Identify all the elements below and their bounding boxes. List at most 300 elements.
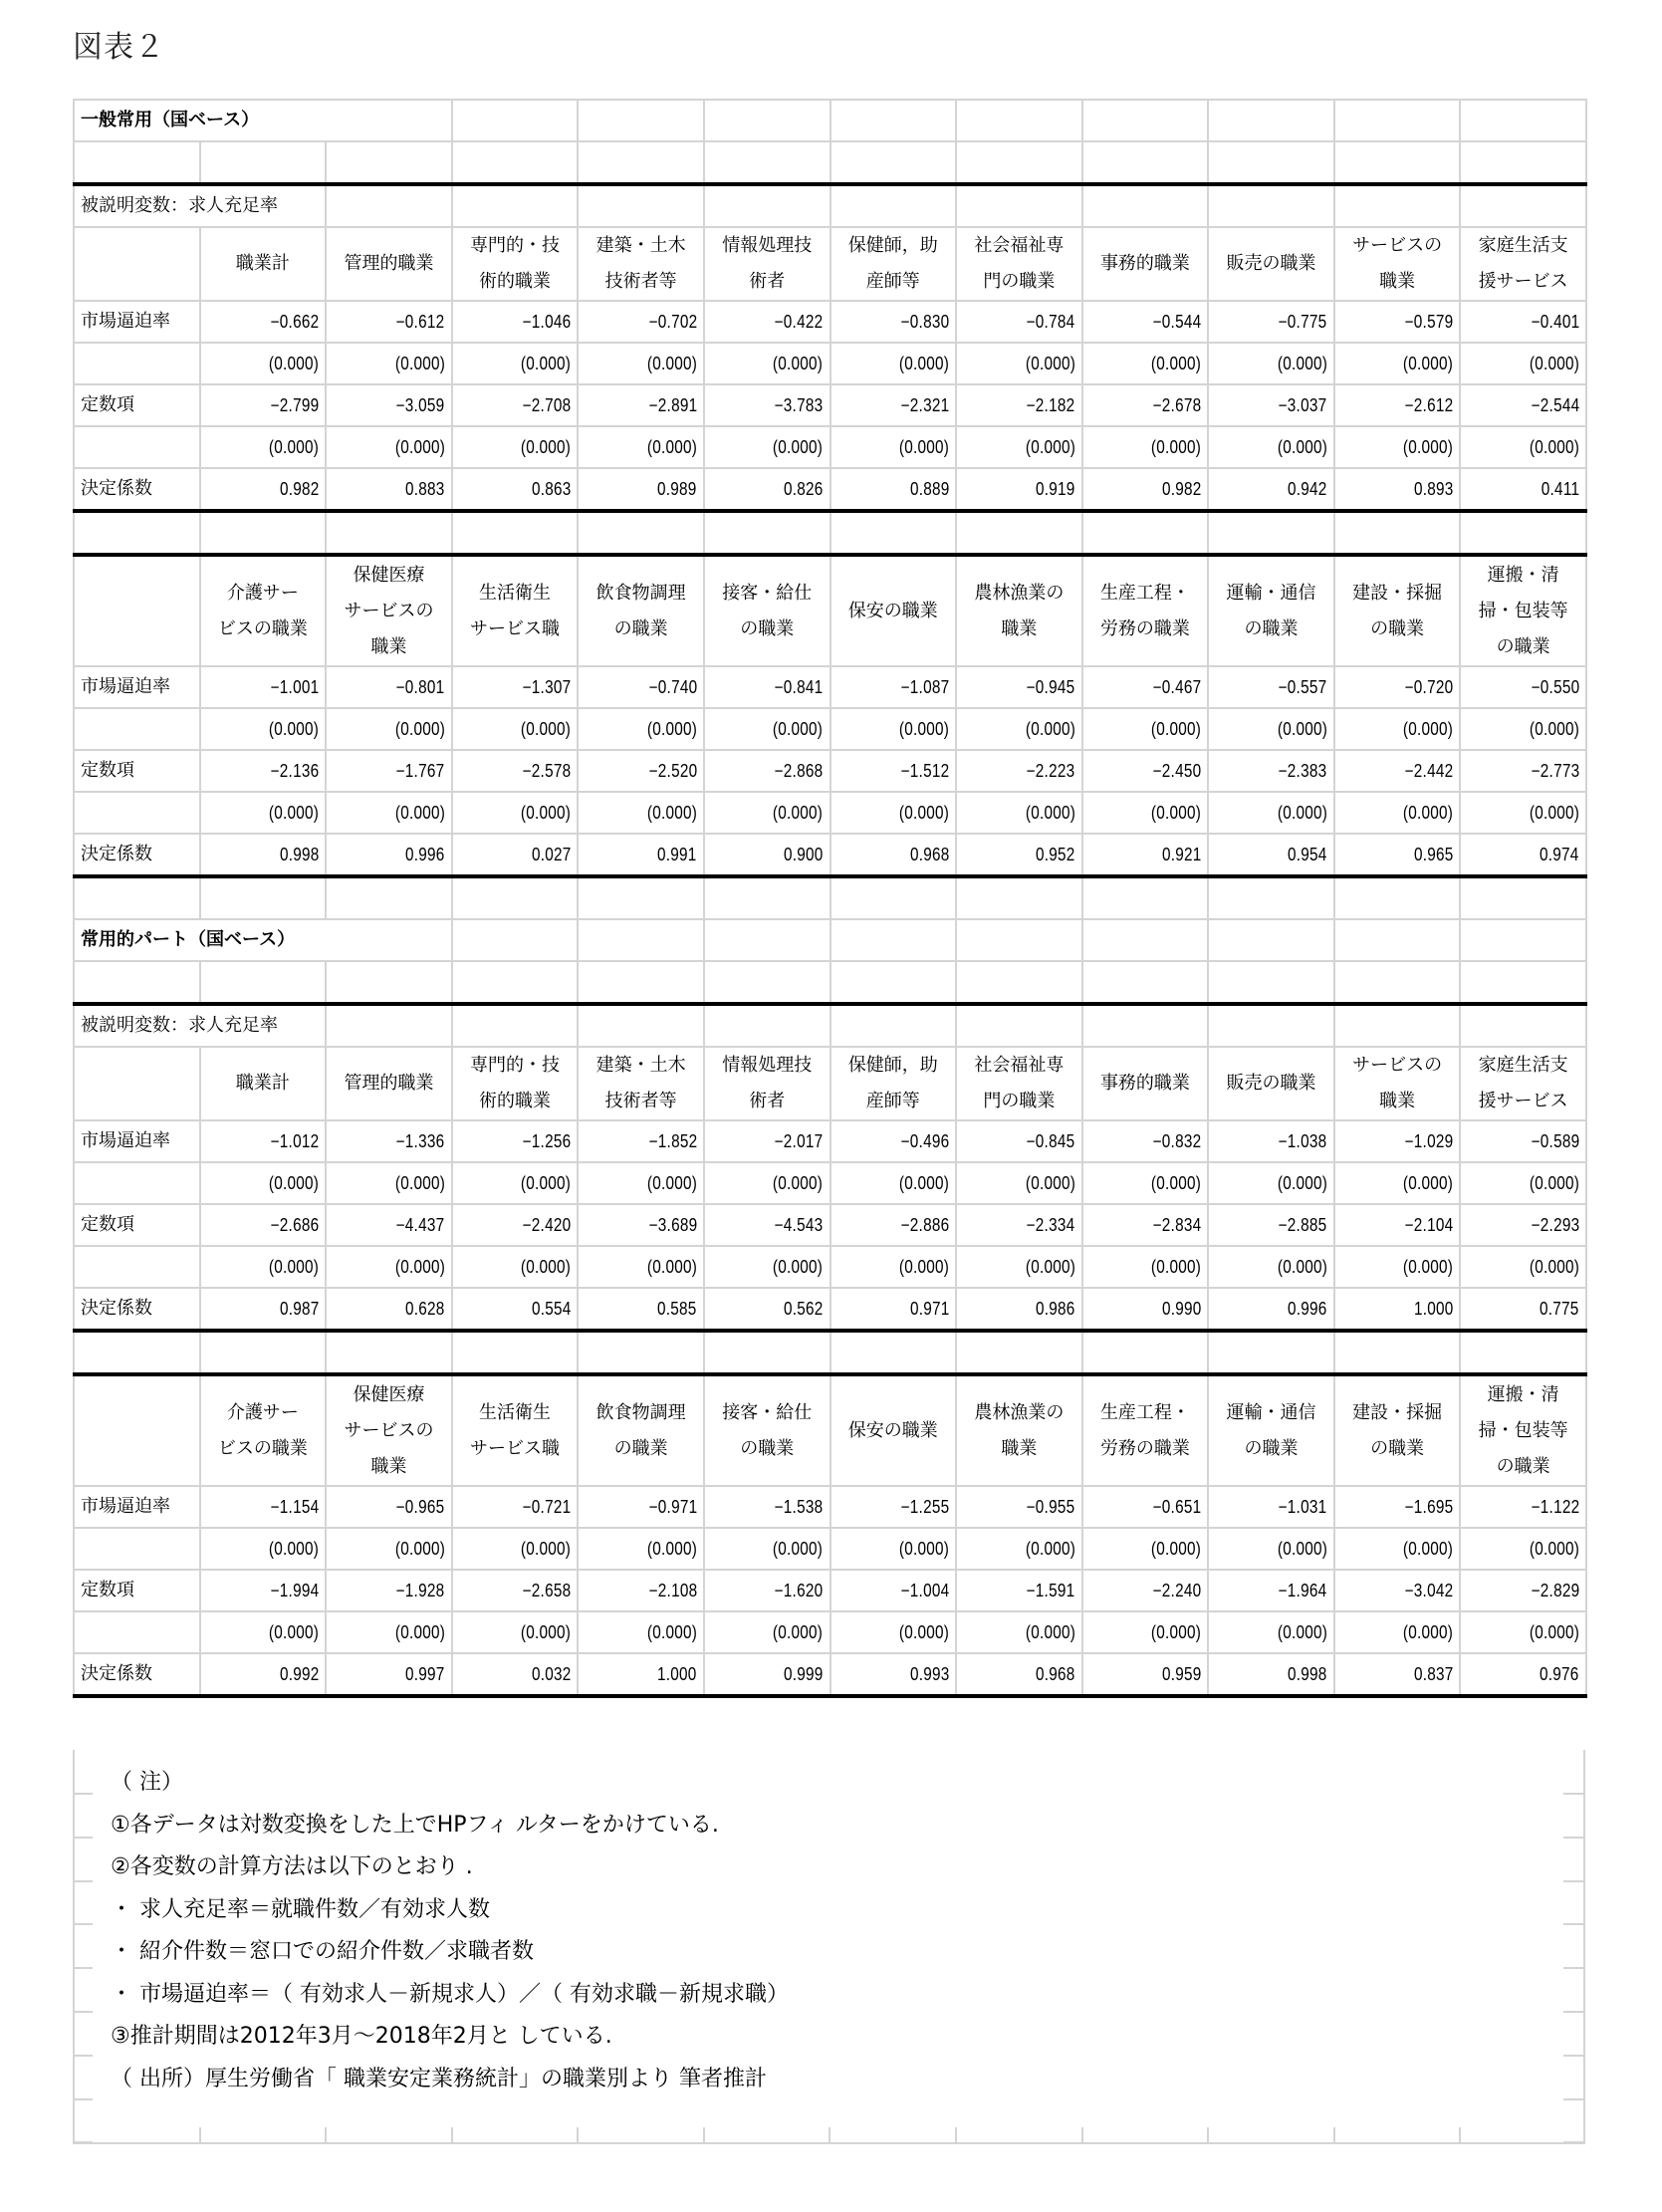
value-cell[interactable] — [1334, 426, 1461, 468]
empty-cell[interactable] — [578, 961, 704, 1004]
value-cell[interactable] — [452, 301, 579, 343]
column-header[interactable] — [452, 1047, 579, 1120]
value-cell[interactable] — [704, 1611, 831, 1653]
value-cell[interactable] — [326, 708, 452, 750]
empty-cell[interactable] — [74, 426, 200, 468]
empty-cell[interactable] — [200, 1331, 327, 1374]
empty-cell[interactable] — [74, 1331, 200, 1374]
value-cell[interactable] — [1208, 301, 1334, 343]
empty-cell[interactable] — [1460, 876, 1586, 919]
value-cell[interactable] — [1082, 1528, 1209, 1570]
empty-cell[interactable] — [1334, 961, 1461, 1004]
empty-cell[interactable] — [452, 511, 579, 555]
empty-cell[interactable] — [956, 876, 1082, 919]
value-cell[interactable] — [1208, 1486, 1334, 1528]
value-cell[interactable] — [1334, 1204, 1461, 1246]
value-cell[interactable] — [452, 1611, 579, 1653]
value-cell[interactable] — [704, 834, 831, 876]
empty-cell[interactable] — [831, 1331, 957, 1374]
column-header[interactable] — [831, 1374, 957, 1486]
value-cell[interactable] — [1334, 468, 1461, 511]
empty-cell[interactable] — [704, 184, 831, 227]
value-cell[interactable] — [1460, 1528, 1586, 1570]
value-cell[interactable] — [956, 1288, 1082, 1331]
empty-cell[interactable] — [200, 961, 327, 1004]
value-cell[interactable] — [578, 750, 704, 792]
empty-cell[interactable] — [1082, 100, 1209, 141]
empty-cell[interactable] — [578, 141, 704, 184]
column-header[interactable] — [1460, 227, 1586, 301]
empty-cell[interactable] — [831, 919, 957, 961]
empty-cell[interactable] — [74, 792, 200, 834]
value-cell[interactable] — [1082, 1570, 1209, 1611]
value-cell[interactable] — [831, 301, 957, 343]
value-cell[interactable] — [831, 1288, 957, 1331]
value-cell[interactable] — [1208, 426, 1334, 468]
value-cell[interactable] — [831, 666, 957, 708]
value-cell[interactable] — [326, 834, 452, 876]
value-cell[interactable] — [578, 1611, 704, 1653]
value-cell[interactable] — [1082, 1246, 1209, 1288]
value-cell[interactable] — [200, 792, 327, 834]
column-header[interactable] — [1334, 1047, 1461, 1120]
value-cell[interactable] — [578, 1162, 704, 1204]
column-header[interactable] — [200, 227, 327, 301]
value-cell[interactable] — [831, 1162, 957, 1204]
value-cell[interactable] — [452, 1246, 579, 1288]
empty-cell[interactable] — [1208, 511, 1334, 555]
value-cell[interactable] — [452, 834, 579, 876]
empty-cell[interactable] — [831, 876, 957, 919]
empty-cell[interactable] — [74, 1611, 200, 1653]
column-header[interactable] — [326, 1374, 452, 1486]
value-cell[interactable] — [452, 1486, 579, 1528]
value-cell[interactable] — [956, 468, 1082, 511]
value-cell[interactable] — [956, 1486, 1082, 1528]
value-cell[interactable] — [1334, 1528, 1461, 1570]
value-cell[interactable] — [1208, 1611, 1334, 1653]
value-cell[interactable] — [578, 1528, 704, 1570]
value-cell[interactable] — [578, 1246, 704, 1288]
value-cell[interactable] — [326, 1162, 452, 1204]
empty-cell[interactable] — [74, 555, 200, 666]
column-header[interactable] — [200, 1374, 327, 1486]
row-label[interactable]: 決定係数 — [74, 468, 200, 511]
empty-cell[interactable] — [578, 876, 704, 919]
value-cell[interactable] — [704, 1246, 831, 1288]
column-header[interactable] — [452, 1374, 579, 1486]
empty-cell[interactable] — [1082, 919, 1209, 961]
value-cell[interactable] — [200, 666, 327, 708]
value-cell[interactable] — [1460, 1570, 1586, 1611]
empty-cell[interactable] — [956, 511, 1082, 555]
value-cell[interactable] — [704, 1570, 831, 1611]
value-cell[interactable] — [956, 1162, 1082, 1204]
empty-cell[interactable] — [74, 876, 200, 919]
empty-cell[interactable] — [74, 1374, 200, 1486]
value-cell[interactable] — [1082, 666, 1209, 708]
column-header[interactable] — [704, 1374, 831, 1486]
row-label[interactable]: 市場逼迫率 — [74, 301, 200, 343]
empty-cell[interactable] — [578, 511, 704, 555]
value-cell[interactable] — [831, 1611, 957, 1653]
value-cell[interactable] — [831, 1570, 957, 1611]
empty-cell[interactable] — [1334, 100, 1461, 141]
empty-cell[interactable] — [704, 919, 831, 961]
column-header[interactable] — [1208, 1047, 1334, 1120]
value-cell[interactable] — [326, 750, 452, 792]
value-cell[interactable] — [578, 1653, 704, 1696]
value-cell[interactable] — [831, 1653, 957, 1696]
value-cell[interactable] — [956, 1204, 1082, 1246]
column-header[interactable] — [1460, 555, 1586, 666]
empty-cell[interactable] — [1208, 876, 1334, 919]
empty-cell[interactable] — [578, 100, 704, 141]
value-cell[interactable] — [1208, 834, 1334, 876]
value-cell[interactable] — [1208, 708, 1334, 750]
value-cell[interactable] — [578, 666, 704, 708]
value-cell[interactable] — [200, 1486, 327, 1528]
column-header[interactable] — [1082, 227, 1209, 301]
empty-cell[interactable] — [74, 961, 200, 1004]
value-cell[interactable] — [452, 1162, 579, 1204]
value-cell[interactable] — [452, 384, 579, 426]
value-cell[interactable] — [578, 384, 704, 426]
value-cell[interactable] — [1082, 468, 1209, 511]
value-cell[interactable] — [1208, 384, 1334, 426]
value-cell[interactable] — [831, 708, 957, 750]
value-cell[interactable] — [1334, 1653, 1461, 1696]
value-cell[interactable] — [200, 1162, 327, 1204]
empty-cell[interactable] — [74, 1528, 200, 1570]
value-cell[interactable] — [326, 1204, 452, 1246]
row-label[interactable]: 定数項 — [74, 1204, 200, 1246]
value-cell[interactable] — [200, 1570, 327, 1611]
empty-cell[interactable] — [326, 1331, 452, 1374]
empty-cell[interactable] — [452, 184, 579, 227]
column-header[interactable] — [956, 555, 1082, 666]
value-cell[interactable] — [956, 792, 1082, 834]
value-cell[interactable] — [1082, 384, 1209, 426]
value-cell[interactable] — [956, 1653, 1082, 1696]
empty-cell[interactable] — [956, 184, 1082, 227]
value-cell[interactable] — [578, 1570, 704, 1611]
value-cell[interactable] — [704, 1162, 831, 1204]
empty-cell[interactable] — [1460, 1004, 1586, 1047]
empty-cell[interactable] — [704, 100, 831, 141]
value-cell[interactable] — [831, 834, 957, 876]
empty-cell[interactable] — [1460, 1331, 1586, 1374]
empty-cell[interactable] — [74, 343, 200, 384]
value-cell[interactable] — [200, 301, 327, 343]
empty-cell[interactable] — [831, 100, 957, 141]
value-cell[interactable] — [1082, 301, 1209, 343]
value-cell[interactable] — [1208, 1204, 1334, 1246]
empty-cell[interactable] — [831, 1004, 957, 1047]
column-header[interactable] — [956, 1374, 1082, 1486]
column-header[interactable] — [704, 555, 831, 666]
empty-cell[interactable] — [452, 1331, 579, 1374]
value-cell[interactable] — [1334, 1288, 1461, 1331]
value-cell[interactable] — [1460, 1246, 1586, 1288]
value-cell[interactable] — [704, 792, 831, 834]
value-cell[interactable] — [1208, 1120, 1334, 1162]
value-cell[interactable] — [831, 750, 957, 792]
value-cell[interactable] — [1082, 1162, 1209, 1204]
value-cell[interactable] — [326, 426, 452, 468]
empty-cell[interactable] — [74, 1246, 200, 1288]
value-cell[interactable] — [200, 1246, 327, 1288]
value-cell[interactable] — [1334, 1570, 1461, 1611]
value-cell[interactable] — [1082, 1288, 1209, 1331]
value-cell[interactable] — [1082, 1120, 1209, 1162]
empty-cell[interactable] — [956, 961, 1082, 1004]
value-cell[interactable] — [956, 1246, 1082, 1288]
empty-cell[interactable] — [1460, 919, 1586, 961]
value-cell[interactable] — [831, 1486, 957, 1528]
value-cell[interactable] — [1460, 1204, 1586, 1246]
value-cell[interactable] — [1460, 301, 1586, 343]
empty-cell[interactable] — [1460, 511, 1586, 555]
column-header[interactable] — [326, 555, 452, 666]
row-label[interactable]: 決定係数 — [74, 834, 200, 876]
value-cell[interactable] — [200, 1204, 327, 1246]
value-cell[interactable] — [1208, 792, 1334, 834]
value-cell[interactable] — [1082, 1204, 1209, 1246]
empty-cell[interactable] — [326, 141, 452, 184]
empty-cell[interactable] — [704, 511, 831, 555]
empty-cell[interactable] — [452, 876, 579, 919]
value-cell[interactable] — [452, 1653, 579, 1696]
row-label[interactable]: 決定係数 — [74, 1288, 200, 1331]
empty-cell[interactable] — [578, 1331, 704, 1374]
empty-cell[interactable] — [1334, 919, 1461, 961]
value-cell[interactable] — [452, 666, 579, 708]
empty-cell[interactable] — [1082, 184, 1209, 227]
row-label[interactable]: 市場逼迫率 — [74, 1120, 200, 1162]
value-cell[interactable] — [956, 1528, 1082, 1570]
empty-cell[interactable] — [1208, 919, 1334, 961]
empty-cell[interactable] — [1208, 961, 1334, 1004]
value-cell[interactable] — [326, 1246, 452, 1288]
empty-cell[interactable] — [1460, 141, 1586, 184]
empty-cell[interactable] — [831, 961, 957, 1004]
empty-cell[interactable] — [326, 961, 452, 1004]
column-header[interactable] — [1460, 1374, 1586, 1486]
empty-cell[interactable] — [704, 1331, 831, 1374]
value-cell[interactable] — [578, 1486, 704, 1528]
value-cell[interactable] — [1082, 1486, 1209, 1528]
value-cell[interactable] — [1334, 834, 1461, 876]
column-header[interactable] — [1208, 1374, 1334, 1486]
value-cell[interactable] — [1208, 1288, 1334, 1331]
value-cell[interactable] — [1334, 708, 1461, 750]
value-cell[interactable] — [1082, 1611, 1209, 1653]
empty-cell[interactable] — [1334, 184, 1461, 227]
value-cell[interactable] — [200, 384, 327, 426]
value-cell[interactable] — [1082, 343, 1209, 384]
value-cell[interactable] — [1208, 666, 1334, 708]
value-cell[interactable] — [1208, 750, 1334, 792]
value-cell[interactable] — [1460, 343, 1586, 384]
value-cell[interactable] — [452, 1120, 579, 1162]
value-cell[interactable] — [1460, 708, 1586, 750]
value-cell[interactable] — [1208, 1570, 1334, 1611]
empty-cell[interactable] — [1082, 511, 1209, 555]
value-cell[interactable] — [831, 1120, 957, 1162]
value-cell[interactable] — [1208, 1246, 1334, 1288]
value-cell[interactable] — [1208, 343, 1334, 384]
empty-cell[interactable] — [1082, 1004, 1209, 1047]
value-cell[interactable] — [578, 834, 704, 876]
value-cell[interactable] — [1334, 1246, 1461, 1288]
value-cell[interactable] — [1208, 468, 1334, 511]
value-cell[interactable] — [1334, 750, 1461, 792]
column-header[interactable] — [956, 1047, 1082, 1120]
value-cell[interactable] — [704, 426, 831, 468]
empty-cell[interactable] — [1334, 1331, 1461, 1374]
value-cell[interactable] — [1334, 792, 1461, 834]
value-cell[interactable] — [578, 426, 704, 468]
value-cell[interactable] — [326, 384, 452, 426]
empty-cell[interactable] — [1334, 511, 1461, 555]
empty-cell[interactable] — [200, 141, 327, 184]
value-cell[interactable] — [1460, 426, 1586, 468]
value-cell[interactable] — [1334, 1611, 1461, 1653]
value-cell[interactable] — [704, 1120, 831, 1162]
value-cell[interactable] — [578, 468, 704, 511]
empty-cell[interactable] — [452, 100, 579, 141]
empty-cell[interactable] — [1208, 100, 1334, 141]
value-cell[interactable] — [452, 1528, 579, 1570]
value-cell[interactable] — [956, 384, 1082, 426]
value-cell[interactable] — [326, 1288, 452, 1331]
empty-cell[interactable] — [578, 184, 704, 227]
value-cell[interactable] — [1460, 792, 1586, 834]
value-cell[interactable] — [1082, 1653, 1209, 1696]
value-cell[interactable] — [452, 426, 579, 468]
value-cell[interactable] — [452, 343, 579, 384]
value-cell[interactable] — [1334, 301, 1461, 343]
value-cell[interactable] — [326, 1570, 452, 1611]
value-cell[interactable] — [326, 1486, 452, 1528]
column-header[interactable] — [704, 1047, 831, 1120]
empty-cell[interactable] — [1460, 100, 1586, 141]
value-cell[interactable] — [200, 1120, 327, 1162]
empty-cell[interactable] — [1334, 876, 1461, 919]
column-header[interactable] — [1334, 1374, 1461, 1486]
value-cell[interactable] — [956, 343, 1082, 384]
value-cell[interactable] — [326, 468, 452, 511]
column-header[interactable] — [1082, 1047, 1209, 1120]
value-cell[interactable] — [704, 750, 831, 792]
empty-cell[interactable] — [956, 919, 1082, 961]
column-header[interactable] — [578, 555, 704, 666]
value-cell[interactable] — [956, 708, 1082, 750]
empty-cell[interactable] — [452, 141, 579, 184]
value-cell[interactable] — [704, 708, 831, 750]
value-cell[interactable] — [1460, 1162, 1586, 1204]
value-cell[interactable] — [1460, 468, 1586, 511]
empty-cell[interactable] — [1082, 141, 1209, 184]
column-header[interactable] — [1334, 227, 1461, 301]
empty-cell[interactable] — [831, 184, 957, 227]
value-cell[interactable] — [578, 343, 704, 384]
value-cell[interactable] — [704, 666, 831, 708]
value-cell[interactable] — [200, 343, 327, 384]
value-cell[interactable] — [956, 834, 1082, 876]
column-header[interactable] — [200, 1047, 327, 1120]
column-header[interactable] — [831, 1047, 957, 1120]
empty-cell[interactable] — [452, 961, 579, 1004]
value-cell[interactable] — [956, 426, 1082, 468]
value-cell[interactable] — [452, 1204, 579, 1246]
value-cell[interactable] — [452, 792, 579, 834]
value-cell[interactable] — [831, 426, 957, 468]
value-cell[interactable] — [578, 708, 704, 750]
value-cell[interactable] — [452, 1570, 579, 1611]
empty-cell[interactable] — [956, 1331, 1082, 1374]
value-cell[interactable] — [200, 1528, 327, 1570]
value-cell[interactable] — [326, 343, 452, 384]
value-cell[interactable] — [1082, 792, 1209, 834]
value-cell[interactable] — [704, 1653, 831, 1696]
value-cell[interactable] — [200, 750, 327, 792]
value-cell[interactable] — [578, 1204, 704, 1246]
value-cell[interactable] — [956, 1570, 1082, 1611]
value-cell[interactable] — [200, 834, 327, 876]
empty-cell[interactable] — [74, 1162, 200, 1204]
value-cell[interactable] — [200, 1288, 327, 1331]
section-title[interactable]: 一般常用（国ベース） — [74, 100, 452, 141]
column-header[interactable] — [578, 227, 704, 301]
value-cell[interactable] — [1082, 426, 1209, 468]
column-header[interactable] — [956, 227, 1082, 301]
value-cell[interactable] — [452, 750, 579, 792]
value-cell[interactable] — [1334, 343, 1461, 384]
value-cell[interactable] — [831, 1246, 957, 1288]
value-cell[interactable] — [1460, 666, 1586, 708]
empty-cell[interactable] — [452, 919, 579, 961]
value-cell[interactable] — [956, 301, 1082, 343]
value-cell[interactable] — [1460, 384, 1586, 426]
value-cell[interactable] — [1334, 1486, 1461, 1528]
value-cell[interactable] — [704, 1528, 831, 1570]
value-cell[interactable] — [578, 301, 704, 343]
column-header[interactable] — [200, 555, 327, 666]
value-cell[interactable] — [831, 343, 957, 384]
column-header[interactable] — [704, 227, 831, 301]
value-cell[interactable] — [578, 792, 704, 834]
value-cell[interactable] — [452, 708, 579, 750]
value-cell[interactable] — [326, 1653, 452, 1696]
value-cell[interactable] — [831, 468, 957, 511]
column-header[interactable] — [326, 1047, 452, 1120]
value-cell[interactable] — [326, 666, 452, 708]
dependent-variable-label[interactable]: 被説明変数：求人充足率 — [74, 1004, 326, 1047]
empty-cell[interactable] — [831, 511, 957, 555]
value-cell[interactable] — [1334, 1120, 1461, 1162]
value-cell[interactable] — [200, 468, 327, 511]
column-header[interactable] — [831, 555, 957, 666]
empty-cell[interactable] — [1334, 1004, 1461, 1047]
empty-cell[interactable] — [74, 141, 200, 184]
empty-cell[interactable] — [74, 511, 200, 555]
value-cell[interactable] — [704, 1288, 831, 1331]
empty-cell[interactable] — [1208, 184, 1334, 227]
value-cell[interactable] — [326, 1528, 452, 1570]
empty-cell[interactable] — [956, 100, 1082, 141]
